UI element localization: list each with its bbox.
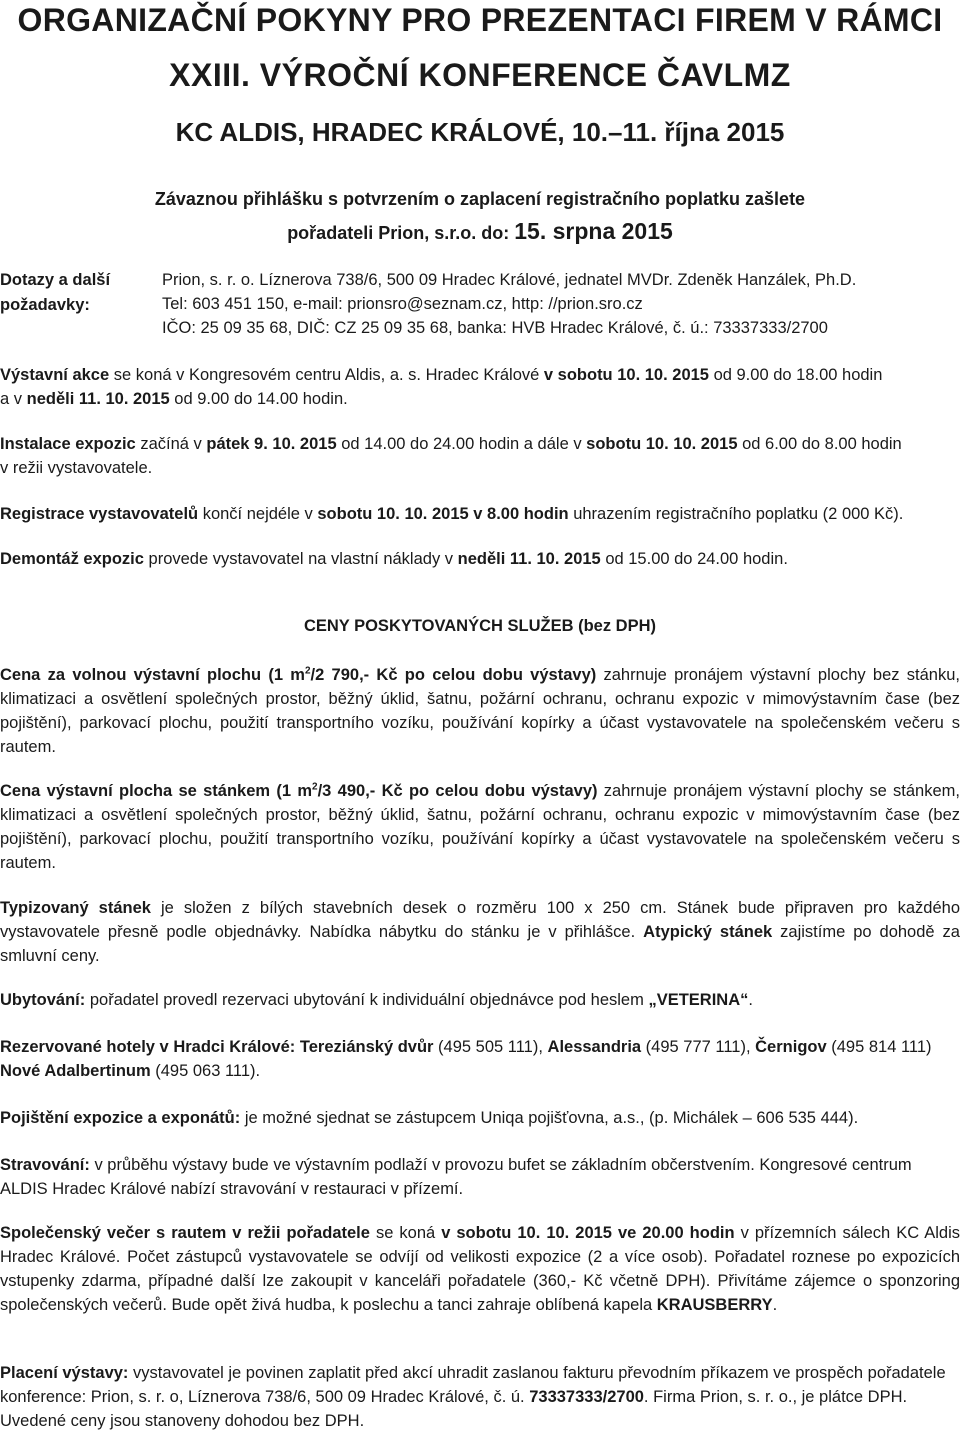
hotels-paragraph: Rezervované hotely v Hradci Králové: Tereziánský dvůr (495 505 111), Alessandria (495 777 111), Černigov (495 814 111) Nové Adalbertinum (495 063 111). <box>0 1038 932 1080</box>
contact-phone-email: Tel: 603 451 150, e-mail: prionsro@seznam.cz, http: //prion.sro.cz <box>162 295 643 313</box>
dismantling-paragraph: Demontáž expozic provede vystavovatel na vlastní náklady v neděli 11. 10. 2015 od 15.00 do 24.00 hodin. <box>0 550 788 568</box>
insurance-paragraph: Pojištění expozice a exponátů: je možné sjednat se zástupcem Uniqa pojišťovna, a.s., (p. Michálek – 606 535 444). <box>0 1109 859 1127</box>
registration-paragraph: Registrace vystavovatelů končí nejdéle v sobotu 10. 10. 2015 v 8.00 hodin uhrazením registračního poplatku (2 000 Kč). <box>0 505 904 523</box>
registration-notice <box>0 183 960 249</box>
registration-notice-line-1: Závaznou přihlášku s potvrzením o zaplacení registračního poplatku zašlete <box>154 189 806 209</box>
contact-label: Dotazy a další požadavky: <box>0 271 111 314</box>
contact-address: Prion, s. r. o. Líznerova 738/6, 500 09 Hradec Králové, jednatel MVDr. Zdeněk Hanzálek, Ph.D. <box>162 271 857 289</box>
prices-section-title: CENY POSKYTOVANÝCH SLUŽEB (bez DPH) <box>303 617 657 635</box>
installation-paragraph: Instalace expozic začíná v pátek 9. 10. 2015 od 14.00 do 24.00 hodin a dále v sobotu 10. 10. 2015 od 6.00 do 8.00 hodin v režii vystavovatele. <box>0 435 902 477</box>
catering-paragraph: Stravování: v průběhu výstavy bude ve výstavním podlaží v provozu bufet se základním občerstvením. Kongresové centrum ALDIS Hradec Králové nabízí stravování v restauraci v přízemí. <box>0 1156 912 1198</box>
payment-paragraph: Placení výstavy: vystavovatel je povinen zaplatit před akcí uhradit zaslanou fakturu převodním příkazem ve prospěch pořadatele konference: Prion, s. r. o, Líznerova 738/6, 500 09 Hradec Králové, č. ú. 73337333/2700. Firma Prion, s. r. o., je plátce DPH. Uvedené ceny jsou stanoveny dohodou bez DPH. <box>0 1364 946 1430</box>
title-line-1: ORGANIZAČNÍ POKYNY PRO PREZENTACI FIREM V RÁMCI <box>17 2 943 38</box>
title-line-2: XXIII. VÝROČNÍ KONFERENCE ČAVLMZ <box>169 57 791 93</box>
price-open-space-paragraph: Cena za volnou výstavní plochu (1 $m^2/2$ 790,- Kč po celou dobu výstavy) zahrnuje pronájem výstavní plochy bez stánku, klimatizaci a osvětlení společných prostor, běžný úklid, šatnu, požární ochranu, ochranu expozic v mimovýstavním čase (bez pojištění), parkovací plochu, použití transportního vozíku, používání kopírky a účast vystavovatele na společenském večeru s rautem. <box>0 665 960 756</box>
social-evening-paragraph: Společenský večer s rautem v režii pořadatele se koná v sobotu 10. 10. 2015 ve 20.00 hodin v přízemních sálech KC Aldis Hradec Králové. Počet zástupců vystavovatele se odvíjí od velikosti expozice (2 a více osob). Pořadatel roznese po expozicích vstupenky zdarma, případné další lze zakoupit v kanceláři pořadatele (360,- Kč včetně DPH). Přivítáme zájemce o sponzoring společenských večerů. Bude opět živá hudba, k poslechu a tanci zahraje oblíbená kapela KRAUSBERRY. <box>0 1224 960 1314</box>
contact-bank: IČO: 25 09 35 68, DIČ: CZ 25 09 35 68, banka: HVB Hradec Králové, č. ú.: 73337333/2700 <box>162 319 828 337</box>
contact-details <box>162 268 952 340</box>
price-with-stand-paragraph: Cena výstavní plocha se stánkem (1 $m^2/3$ 490,- Kč po celou dobu výstavy) zahrnuje pronájem výstavní plochy se stánkem, klimatizaci a osvětlení společných prostor, běžný úklid, šatnu, požární ochranu, ochranu expozic v mimovýstavním čase (bez pojištění), parkovací plochu, použití transportního vozíku, používání kopírky a účast vystavovatele na společenském večeru s rautem. <box>0 781 960 872</box>
registration-notice-line-2: pořadateli Prion, s.r.o. do: 15. srpna 2015 <box>287 218 673 244</box>
exhibition-paragraph: Výstavní akce se koná v Kongresovém centru Aldis, a. s. Hradec Králové v sobotu 10. 10. 2015 od 9.00 do 18.00 hodin a v neděli 11. 10. 2015 od 9.00 do 14.00 hodin. <box>0 366 883 408</box>
stand-paragraph: Typizovaný stánek je složen z bílých stavebních desek o rozměru 100 x 250 cm. Stánek bude připraven pro každého vystavovatele přesně podle objednávky. Nabídka nábytku do stánku je v přihlášce. Atypický stánek zajistíme po dohodě za smluvní ceny. <box>0 899 960 965</box>
accommodation-paragraph: Ubytování: pořadatel provedl rezervaci ubytování k individuální objednávce pod heslem „VETERINA“. <box>0 991 753 1009</box>
deadline: 15. srpna 2015 <box>514 218 673 244</box>
venue-line: KC ALDIS, HRADEC KRÁLOVÉ, 10.–11. října 2015 <box>175 117 785 147</box>
